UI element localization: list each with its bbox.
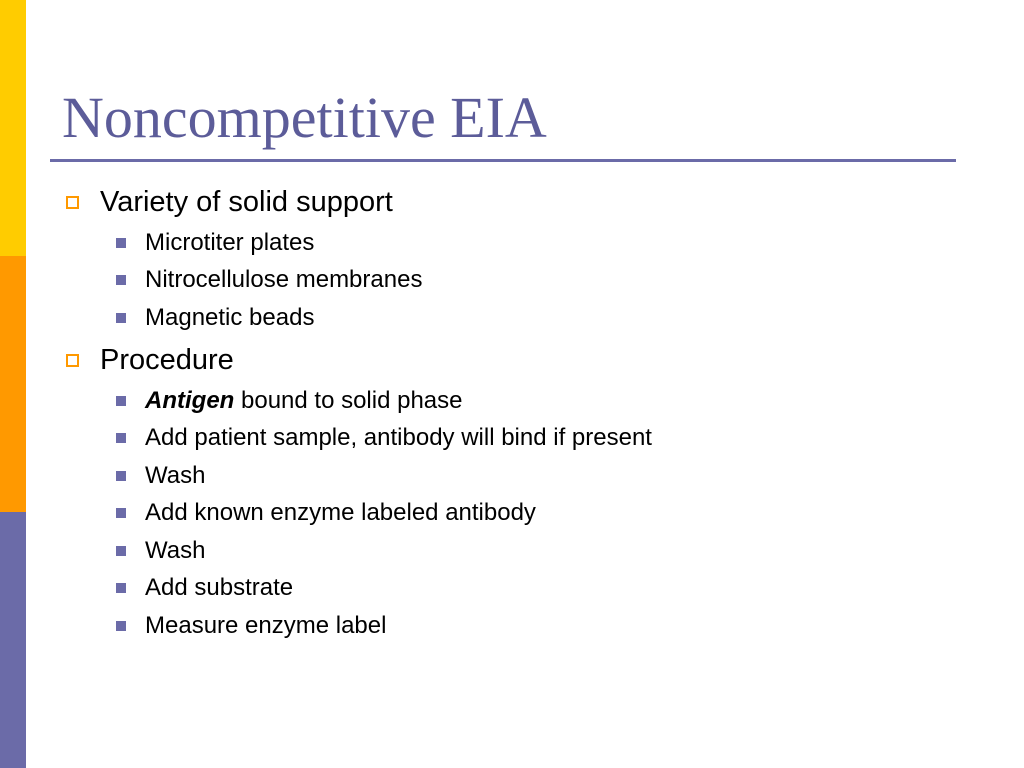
filled-square-bullet-icon	[116, 621, 126, 631]
title-underline	[50, 159, 956, 162]
sub-bullet-text: Add known enzyme labeled antibody	[145, 499, 536, 526]
filled-square-bullet-icon	[116, 546, 126, 556]
side-bar-purple	[0, 512, 26, 768]
filled-square-bullet-icon	[116, 583, 126, 593]
filled-square-bullet-icon	[116, 313, 126, 323]
sub-bullet-text: Add patient sample, antibody will bind if present	[145, 424, 652, 451]
hollow-square-bullet-icon	[66, 196, 79, 209]
filled-square-bullet-icon	[116, 275, 126, 285]
slide-title: Noncompetitive EIA	[62, 85, 547, 150]
sub-bullet-text: Add substrate	[145, 574, 294, 601]
bullet-text: Variety of solid support	[100, 186, 393, 218]
filled-square-bullet-icon	[116, 471, 126, 481]
sub-bullet-text: Wash	[145, 462, 206, 489]
filled-square-bullet-icon	[116, 508, 126, 518]
sub-bullet-rest: bound to solid phase	[234, 387, 463, 414]
sub-bullet-text: Measure enzyme label	[145, 612, 387, 639]
emphasized-word: Antigen	[145, 387, 235, 414]
filled-square-bullet-icon	[116, 396, 126, 406]
side-bar-orange	[0, 256, 26, 512]
sub-bullet-text: Magnetic beads	[145, 304, 315, 331]
sub-bullet-text: Nitrocellulose membranes	[145, 266, 423, 293]
filled-square-bullet-icon	[116, 238, 126, 248]
hollow-square-bullet-icon	[66, 354, 79, 367]
filled-square-bullet-icon	[116, 433, 126, 443]
sub-bullet-text	[145, 385, 463, 417]
sub-bullet-text: Wash	[145, 537, 206, 564]
bullet-text: Procedure	[100, 344, 234, 376]
sub-bullet-text: Microtiter plates	[145, 229, 315, 256]
side-bar-yellow	[0, 0, 26, 256]
